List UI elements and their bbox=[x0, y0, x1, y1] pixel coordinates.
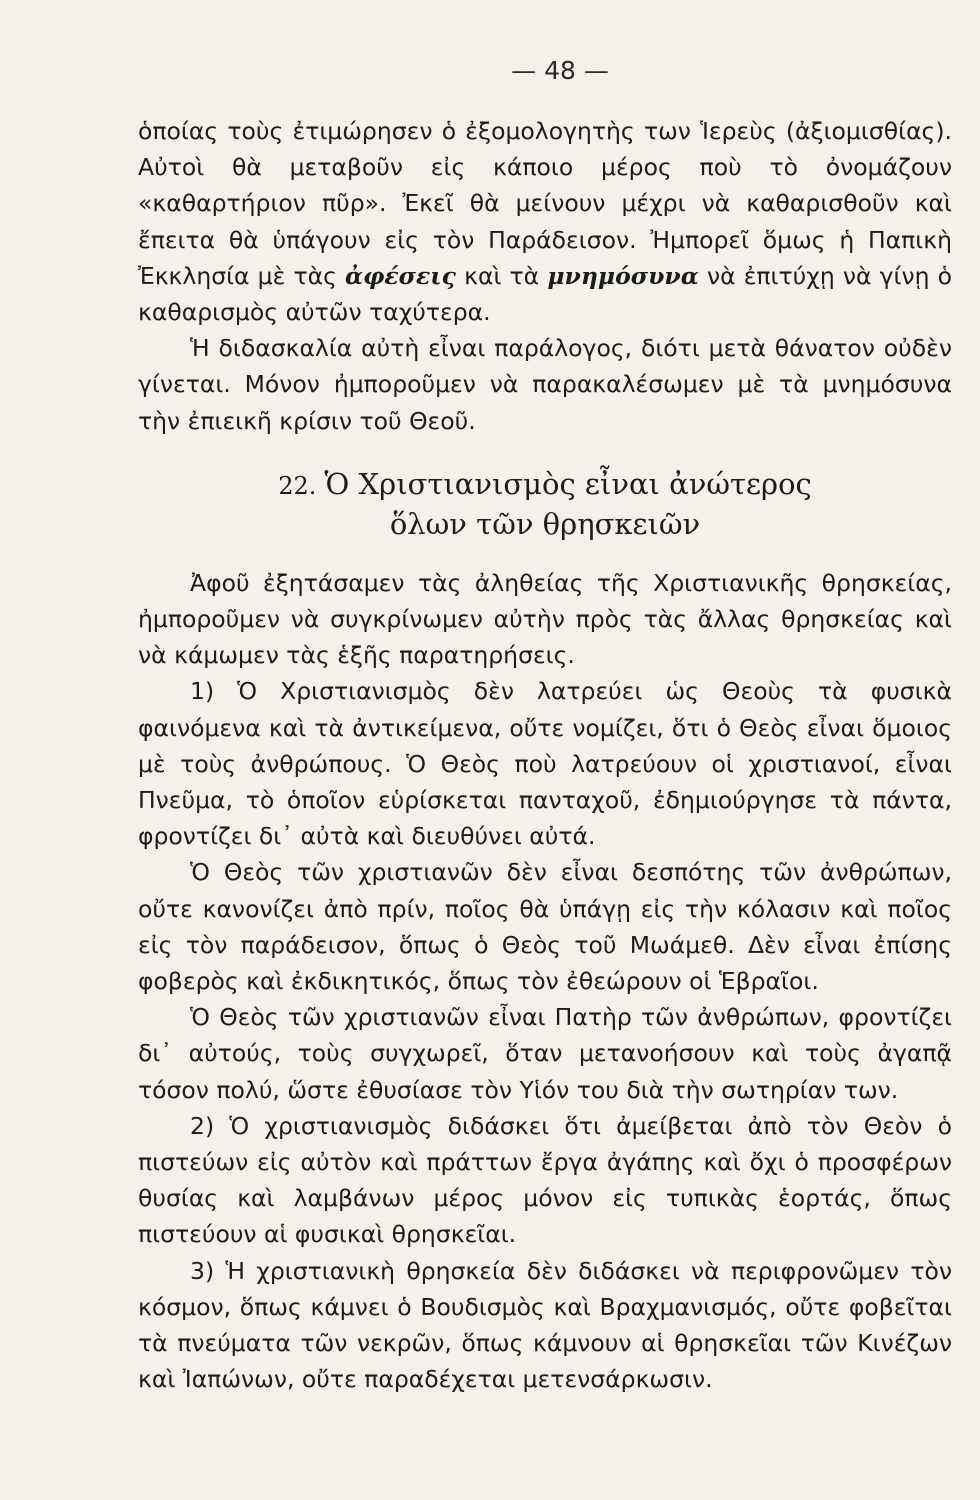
emphasis-afeseis: ἀφέσεις bbox=[345, 261, 456, 290]
paragraph-point-3: 3) Ἡ χριστιανικὴ θρησκεία δὲν διδάσκει νὰ περιφρονῶμεν τὸν κόσμον, ὅπως κάμνει ὁ Βουδισμὸς καὶ Βραχμανισμός, οὔτε φοβεῖται τὰ πνεύματα τῶν νεκρῶν, ὅπως κάμνουν αἱ θρησκεῖαι τῶν Κινέζων καὶ Ἰαπώνων, οὔτε παραδέχεται μετενσάρκωσιν. bbox=[138, 1256, 952, 1394]
paragraph-purgatory bbox=[138, 113, 952, 330]
emphasis-mnimosyna: μνημόσυνα bbox=[547, 261, 699, 290]
section-title-line1: Ὁ Χριστιανισμὸς εἶναι ἀνώτερος bbox=[324, 466, 812, 501]
paragraph-intro: Ἀφοῦ ἐξητάσαμεν τὰς ἀληθείας τῆς Χριστιανικῆς θρησκείας, ἠμποροῦμεν νὰ συγκρίνωμεν αὐτὴν πρὸς τὰς ἄλλας θρησκείας καὶ νὰ κάμωμεν τὰς ἑξῆς παρατηρήσεις. bbox=[138, 568, 952, 670]
section-heading bbox=[138, 465, 952, 543]
paragraph-point-1: 1) Ὁ Χριστιανισμὸς δὲν λατρεύει ὡς Θεοὺς τὰ φυσικὰ φαινόμενα καὶ τὰ ἀντικείμενα, οὔτε νομίζει, ὅτι ὁ Θεὸς εἶναι ὅμοιος μὲ τοὺς ἀνθρώπους. Ὁ Θεὸς ποὺ λατρεύουν οἱ χριστιανοί, εἶναι Πνεῦμα, τὸ ὁποῖον εὑρίσκεται πανταχοῦ, ἐδημιούργησε τὰ πάντα, φροντίζει δι᾿ αὐτὰ καὶ διευθύνει αὐτά. bbox=[138, 677, 952, 851]
paragraph-god-not-despot: Ὁ Θεὸς τῶν χριστιανῶν δὲν εἶναι δεσπότης τῶν ἀνθρώπων, οὔτε κανονίζει ἀπὸ πρίν, ποῖος θὰ ὑπάγῃ εἰς τὴν κόλασιν καὶ ποῖος εἰς τὸν παράδεισον, ὅπως ὁ Θεὸς τοῦ Μωάμεθ. Δὲν εἶναι ἐπίσης φοβερὸς καὶ ἐκδικητικός, ὅπως τὸν ἐθεώρουν οἱ Ἑβραῖοι. bbox=[138, 858, 952, 996]
paragraph-point-2: 2) Ὁ χριστιανισμὸς διδάσκει ὅτι ἀμείβεται ἀπὸ τὸν Θεὸν ὁ πιστεύων εἰς αὐτὸν καὶ πράττων ἔργα ἀγάπης καὶ ὄχι ὁ προσφέρων θυσίας καὶ λαμβάνων μέρος μόνον εἰς τυπικὰς ἑορτάς, ὅπως πιστεύουν αἱ φυσικαὶ θρησκεῖαι. bbox=[138, 1111, 952, 1249]
paragraph-text: ὁποίας τοὺς ἐτιμώρησεν ὁ ἐξομολογητὴς των Ἱερεὺς (ἀξιομισθίας). Αὐτοὶ θὰ μεταβοῦν εἰς κάποιο μέρος ποὺ τὸ ὀνομάζουν «καθαρτήριον πῦρ». Ἐκεῖ θὰ μείνουν μέχρι νὰ καθαρισθοῦν καὶ ἔπειτα θὰ ὑπάγουν εἰς τὸν Παράδεισον. Ἠμπορεῖ ὅμως ἡ Παπικὴ Ἐκκλησία μὲ τὰς bbox=[138, 117, 952, 290]
paragraph-text: νὰ ἐπιτύχῃ νὰ γίνῃ ὁ καθαρισμὸς αὐτῶν ταχύτερα. bbox=[138, 261, 952, 327]
section-title-line2: ὅλων τῶν θρησκειῶν bbox=[389, 506, 701, 541]
paragraph-text: καὶ τὰ bbox=[455, 261, 548, 290]
paragraph-teaching-absurd: Ἡ διδασκαλία αὐτὴ εἶναι παράλογος, διότι μετὰ θάνατον οὐδὲν γίνεται. Μόνον ἠμποροῦμεν νὰ παρακαλέσωμεν μὲ τὰ μνημόσυνα τὴν ἐπιεικῆ κρίσιν τοῦ Θεοῦ. bbox=[138, 334, 952, 435]
section-number: 22. bbox=[278, 471, 317, 500]
page-number: — 48 — bbox=[511, 56, 609, 85]
paragraph-god-father: Ὁ Θεὸς τῶν χριστιανῶν εἶναι Πατὴρ τῶν ἀνθρώπων, φροντίζει δι᾿ αὐτούς, τοὺς συγχωρεῖ, ὅταν μετανοήσουν καὶ τοὺς ἀγαπᾷ τόσον πολύ, ὥστε ἐθυσίασε τὸν Υἱόν του διὰ τὴν σωτηρίαν των. bbox=[138, 1003, 952, 1104]
